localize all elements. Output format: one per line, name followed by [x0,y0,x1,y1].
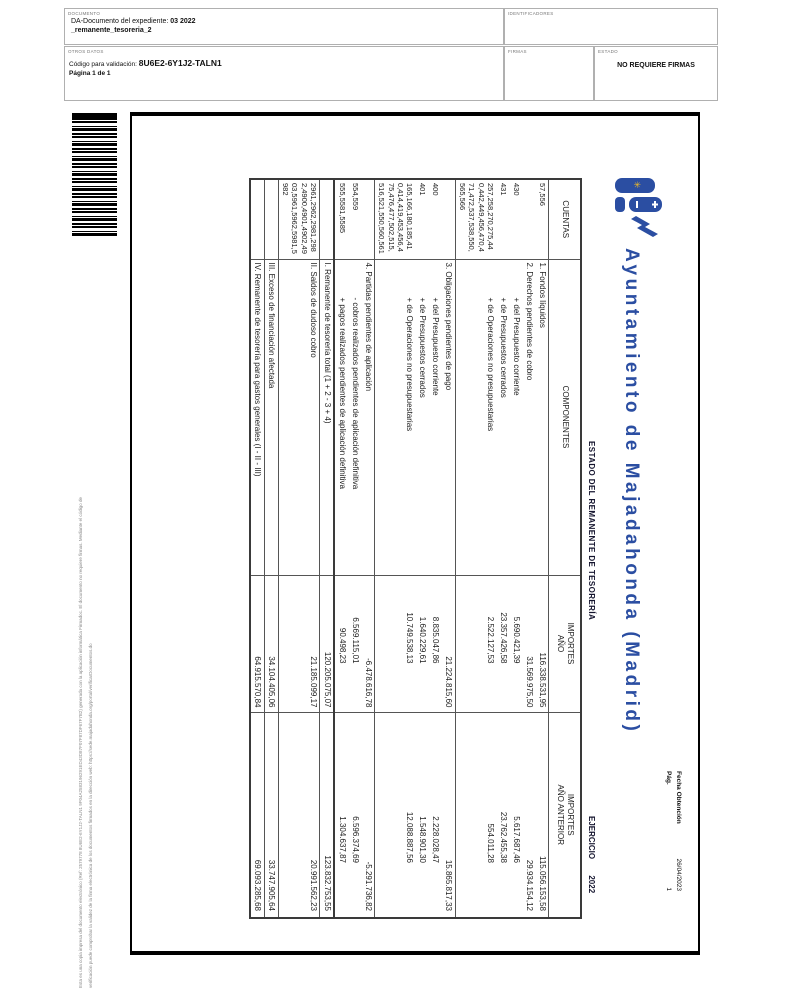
importe-ano-cell: 5.690.421,39 [510,575,523,712]
importe-ano-cell: 120.205.075,07 [320,575,335,712]
cuentas-cell: 257,258,270,275,440,442,449,456,470,471,472,537,538,550,565,566 [457,183,495,252]
remanente-tesoreria-table [249,178,582,919]
componente-cell: IV. Remanente de tesorería para gastos generales (I - II - III) [250,259,265,575]
cuentas-cell: 165,166,180,185,410,414,419,453,456,475,476,477,502,515,516,521,550,560,561 [377,183,415,254]
componente-cell: + de Operaciones no presupuestarias [456,259,497,575]
table-row [442,179,456,918]
importe-ano-anterior-cell: 23.762.455,38 [497,712,510,918]
table-row [523,179,536,918]
col-header-cuentas: CUENTAS [549,179,581,259]
importe-ano-anterior-cell: -5.291.736,82 [362,712,376,918]
importe-ano-anterior-cell: 1.548.901,30 [416,712,429,918]
importe-ano-cell: 21.224.815,60 [442,575,456,712]
ejercicio-value: 2022 [587,875,596,894]
cuentas-cell [523,179,536,259]
componente-cell: 4. Partidas pendientes de aplicación [362,259,376,575]
importe-ano-cell: 23.357.426,58 [497,575,510,712]
cuentas-cell [265,179,279,259]
cuentas-cell [250,179,265,259]
importe-ano-anterior-cell: 29.934.154,12 [523,712,536,918]
table-row [416,179,429,918]
componente-cell: 3. Obligaciones pendientes de pago [442,259,456,575]
table-header [549,179,581,918]
obtencion-block [662,771,682,891]
table-row [335,179,349,918]
importe-ano-cell: 10.749.538,13 [375,575,416,712]
importe-ano-cell: -6.478.616,78 [362,575,376,712]
importe-ano-cell: 2.522.127,53 [456,575,497,712]
importe-ano-anterior-cell: 123.832.753,55 [320,712,335,918]
importe-ano-anterior-cell: 33.747.905,64 [265,712,279,918]
table-body [250,179,549,918]
cuentas-cell: 431 [499,183,508,196]
componente-cell: + pagos realizados pendientes de aplicación definitiva [335,259,349,575]
documento-label: DOCUMENTO [68,11,101,16]
estado-value: NO REQUIERE FIRMAS [617,62,695,69]
expediente-number: 03 2022 [170,18,196,25]
table-row [429,179,442,918]
componente-cell: + del Presupuesto corriente [429,259,442,575]
document-page-frame [130,112,700,955]
pag-label: Pág. [665,771,672,785]
page-subtitle: ESTADO DEL REMANENTE DE TESORERÍA [587,441,596,621]
table-row [265,179,279,918]
importe-ano-anterior-cell: 12.088.887,56 [375,712,416,918]
table-row [250,179,265,918]
identificadores-label: IDENTIFICADORES [508,11,554,16]
componente-cell: II. Saldos de dudoso cobro [279,259,321,575]
cuentas-cell [362,179,376,259]
table-row [375,179,416,918]
table-row [279,179,321,918]
componente-cell: + de Operaciones no presupuestarias [375,259,416,575]
otros-datos-label: OTROS DATOS [68,49,104,54]
importe-ano-anterior-cell: 15.865.817,33 [442,712,456,918]
documento-prefix: DA-Documento del expediente: [71,18,171,25]
importe-ano-anterior-cell: 20.991.562,23 [279,712,321,918]
col-header-importes-ano-anterior: IMPORTES AÑO ANTERIOR [549,712,581,918]
cuentas-cell: 430 [512,183,521,196]
estado-label: ESTADO [598,49,618,54]
table-row [349,179,362,918]
componente-cell: 2. Derechos pendientes de cobro [523,259,536,575]
svg-text:✳: ✳ [631,181,641,189]
importe-ano-anterior-cell: 6.596.374,69 [349,712,362,918]
cuentas-cell [320,179,335,259]
cuentas-cell: 400 [431,183,441,196]
importe-ano-cell: 31.569.975,50 [523,575,536,712]
fecha-obtencion-value: 26/04/2023 [675,858,682,891]
table-row [510,179,523,918]
table-row [362,179,376,918]
importe-ano-cell: 21.185.099,17 [279,575,321,712]
importe-ano-anterior-cell: 5.617.687,46 [510,712,523,918]
componente-cell: + de Presupuestos cerrados [416,259,429,575]
importe-ano-anterior-cell: 554.011,28 [456,712,497,918]
cuentas-cell: 401 [418,183,428,196]
col-header-importes-ano: IMPORTES AÑO [549,575,581,712]
expediente-filename: _remanente_tesoreria_2 [71,27,152,34]
importe-ano-cell: 34.104.405,06 [265,575,279,712]
fecha-obtencion-label: Fecha Obtención [675,771,682,824]
pag-value: 1 [665,887,672,891]
importe-ano-anterior-cell: 2.228.028,47 [429,712,442,918]
pagina-row [665,771,672,891]
margin-note-line2: verificación puede comprobar la validez de la firma electrónica de los documentos firmados en la dirección web: https://sede.majadahonda.org/portal/verificarDocumentos.do [87,643,93,988]
ejercicio-label: EJERCICIO [587,816,596,860]
table-row [497,179,510,918]
importe-ano-cell: 116.338.531,95 [536,575,550,712]
page-title: Ayuntamiento de Majadahonda (Madrid) [621,248,642,735]
componente-cell: 1. Fondos líquidos [536,259,550,575]
ejercicio-line [587,816,596,893]
codigo-value: 8U6E2-6Y1J2-TALN1 [138,58,222,68]
cuentas-cell [442,179,456,259]
col-header-componentes: COMPONENTES [549,259,581,575]
cuentas-cell: 554,559 [351,183,360,211]
cuentas-cell: 555,5581,5585 [338,183,347,234]
importe-ano-cell: 1.640.229,61 [416,575,429,712]
importe-ano-cell: 90.498,23 [335,575,349,712]
fecha-obtencion-row [675,771,682,891]
codigo-prefix: Código para validación: [69,61,139,68]
ayuntamiento-logo-icon [610,164,664,238]
cuentas-cell: 2961,2962,2981,2982,4900,4901,4902,4903,5961,5962,5981,5982 [279,179,321,259]
importe-ano-anterior-cell: 1.304.637,87 [335,712,349,918]
componente-cell: III. Exceso de financiación afectada [265,259,279,575]
importe-ano-cell: 8.835.047,86 [429,575,442,712]
importe-ano-cell: 64.915.570,84 [250,575,265,712]
importe-ano-anterior-cell: 69.093.285,68 [250,712,265,918]
pagina-indicator: Página 1 de 1 [69,70,111,77]
componente-cell: + del Presupuesto corriente [510,259,523,575]
table-row [320,179,335,918]
importe-ano-anterior-cell: 115.056.153,58 [536,712,550,918]
componente-cell: + de Presupuestos cerrados [497,259,510,575]
table-row [536,179,550,918]
margin-note-line1: Esta es una copia impresa del documento electrónico (Ref: 2579778 8U6E2-6Y1J2-TALN1 9F04A2583196291ED43D87F07F87DF67F7B2) generada con la aplicación informática Firmadoc. El documento no requiere firmas. Mediante el código de [78,497,83,988]
cuentas-cell: 57,556 [538,183,547,206]
componente-cell: - cobros realizados pendientes de aplicación definitiva [349,259,362,575]
table-row [456,179,497,918]
importe-ano-cell: 6.569.115,01 [349,575,362,712]
componente-cell: I. Remanente de tesorería total (1 + 2 - 3 + 4) [320,259,335,575]
firmas-label: FIRMAS [508,49,527,54]
